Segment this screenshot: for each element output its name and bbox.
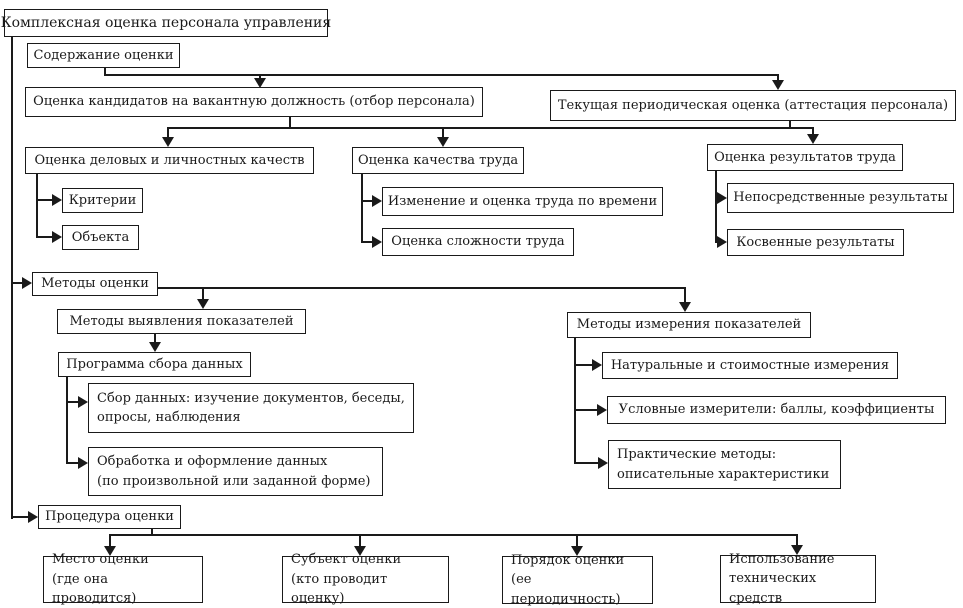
connector-to-complexity bbox=[361, 241, 372, 243]
connector-spine bbox=[11, 37, 13, 519]
node-measurement-methods: Методы измерения показателей bbox=[567, 312, 811, 338]
connector-to-natural bbox=[574, 364, 592, 366]
arrowhead-into-program bbox=[149, 342, 161, 352]
arrowhead-into-technical bbox=[791, 545, 803, 555]
node-title: Комплексная оценка персонала управления bbox=[4, 9, 328, 37]
connector-level3-bus bbox=[167, 127, 814, 129]
connector-to-place bbox=[109, 534, 111, 546]
node-labor-time: Изменение и оценка труда по времени bbox=[382, 187, 663, 216]
arrowhead-into-identification bbox=[197, 299, 209, 309]
connector-to-conditional bbox=[574, 409, 597, 411]
arrowhead-into-order bbox=[571, 546, 583, 556]
node-conditional-measures: Условные измерители: баллы, коэффициенты bbox=[607, 396, 946, 424]
arrowhead-into-methods bbox=[22, 277, 32, 289]
node-place: Место оценки (где она проводится) bbox=[43, 556, 203, 603]
arrowhead-into-place bbox=[104, 546, 116, 556]
arrowhead-into-subject bbox=[354, 546, 366, 556]
arrowhead-into-labor-results bbox=[807, 134, 819, 144]
connector-to-time bbox=[361, 200, 372, 202]
node-methods-section: Методы оценки bbox=[32, 272, 158, 296]
connector-to-criteria bbox=[36, 199, 52, 201]
node-labor-complexity: Оценка сложности труда bbox=[382, 228, 574, 256]
node-identification-methods: Методы выявления показателей bbox=[57, 309, 306, 334]
node-labor-quality: Оценка качества труда bbox=[352, 147, 524, 174]
connector-labor-quality-stem bbox=[361, 174, 363, 242]
arrowhead-into-processing bbox=[78, 457, 88, 469]
connector-program-stem bbox=[66, 377, 68, 464]
connector-labor-results-stem bbox=[715, 171, 717, 243]
node-natural-measures: Натуральные и стоимостные измерения bbox=[602, 352, 898, 379]
connector-to-practical bbox=[574, 462, 598, 464]
connector-measurement-stem bbox=[574, 338, 576, 464]
node-candidates-evaluation: Оценка кандидатов на вакантную должность (отбор персонала) bbox=[25, 87, 483, 117]
arrowhead-into-complexity bbox=[372, 236, 382, 248]
node-order: Порядок оценки (ее периодичность) bbox=[502, 556, 653, 604]
node-data-processing: Обработка и оформление данных (по произвольной или заданной форме) bbox=[88, 447, 383, 496]
node-indirect-results: Косвенные результаты bbox=[727, 229, 904, 256]
arrowhead-into-time bbox=[372, 195, 382, 207]
arrowhead-into-practical bbox=[598, 457, 608, 469]
node-labor-results: Оценка результатов труда bbox=[707, 144, 903, 171]
node-criteria: Критерии bbox=[62, 188, 143, 213]
connector-procedure-bus bbox=[109, 534, 798, 536]
arrowhead-into-qualities bbox=[162, 137, 174, 147]
node-direct-results: Непосредственные результаты bbox=[727, 183, 954, 213]
node-data-collection: Сбор данных: изучение документов, беседы, опросы, наблюдения bbox=[88, 383, 414, 433]
connector-to-collection bbox=[66, 401, 78, 403]
connector-methods-bus bbox=[158, 287, 686, 289]
node-business-personal-qualities: Оценка деловых и личностных качеств bbox=[25, 147, 314, 174]
node-procedure-section: Процедура оценки bbox=[38, 505, 181, 529]
node-subject: Субъект оценки (кто проводит оценку) bbox=[282, 556, 449, 603]
connector-spine-to-procedure bbox=[11, 516, 29, 518]
arrowhead-into-criteria bbox=[52, 194, 62, 206]
arrowhead-into-labor-quality bbox=[437, 137, 449, 147]
connector-content-bus bbox=[104, 74, 779, 76]
connector-to-object bbox=[36, 236, 52, 238]
node-practical-methods: Практические методы: описательные характеристики bbox=[608, 440, 841, 489]
arrowhead-into-object bbox=[52, 231, 62, 243]
arrowhead-into-measurement bbox=[679, 302, 691, 312]
connector-to-measurement bbox=[684, 287, 686, 302]
arrowhead-into-natural bbox=[592, 359, 602, 371]
node-content-section: Содержание оценки bbox=[27, 43, 180, 68]
connector-to-order bbox=[576, 534, 578, 546]
connector-qualities-stem bbox=[36, 174, 38, 238]
arrowhead-into-indirect bbox=[717, 236, 727, 248]
connector-to-technical bbox=[796, 534, 798, 545]
node-data-program: Программа сбора данных bbox=[58, 352, 251, 377]
arrowhead-into-periodic bbox=[772, 80, 784, 90]
node-object: Объекта bbox=[62, 225, 139, 250]
arrowhead-into-conditional bbox=[597, 404, 607, 416]
arrowhead-into-collection bbox=[78, 396, 88, 408]
node-technical-means: Использование технических средств bbox=[720, 555, 876, 603]
connector-to-processing bbox=[66, 462, 78, 464]
connector-to-subject bbox=[359, 534, 361, 546]
arrowhead-into-procedure bbox=[28, 511, 38, 523]
arrowhead-into-direct bbox=[717, 192, 727, 204]
node-periodic-evaluation: Текущая периодическая оценка (аттестация персонала) bbox=[550, 90, 956, 121]
connector-to-identification bbox=[202, 287, 204, 299]
arrowhead-into-candidates bbox=[254, 78, 266, 88]
